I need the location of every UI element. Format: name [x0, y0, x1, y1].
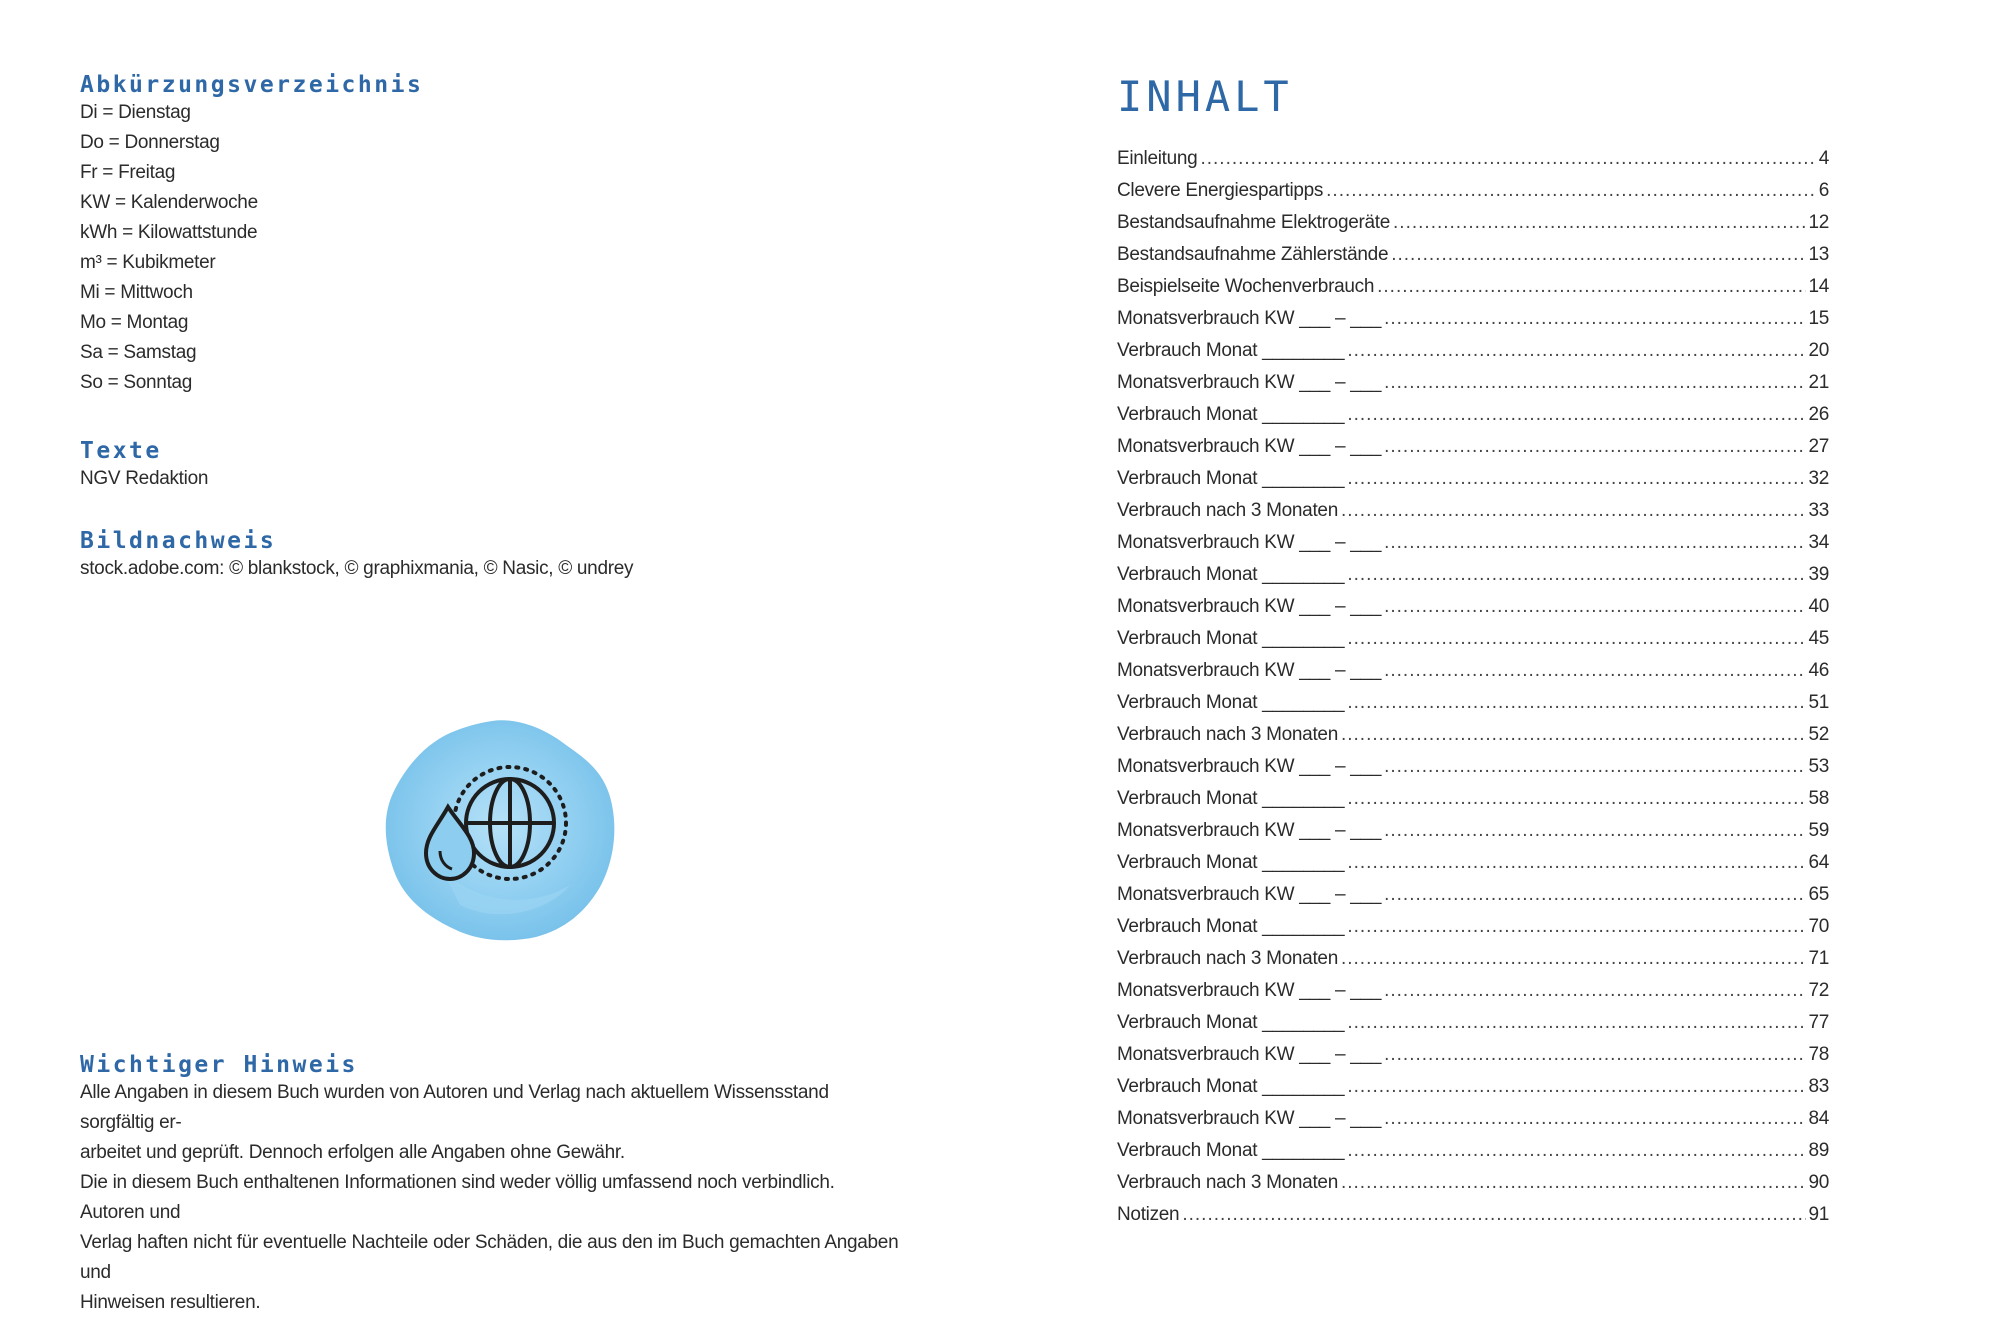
abbreviations-list	[80, 98, 900, 398]
toc-entry-page: 90	[1808, 1172, 1829, 1193]
toc-leader-dots	[1200, 148, 1816, 170]
toc-leader-dots	[1341, 724, 1806, 746]
toc-entry-page: 51	[1808, 692, 1829, 713]
toc-entry[interactable]	[1117, 1108, 1829, 1140]
toc-entry-page: 33	[1808, 500, 1829, 521]
bildnachweis-section	[80, 528, 900, 584]
toc-leader-dots	[1182, 1204, 1806, 1226]
toc-entry-page: 21	[1808, 372, 1829, 393]
toc-entry-label: Einleitung	[1117, 148, 1198, 169]
toc-entry-label: Verbrauch nach 3 Monaten	[1117, 724, 1338, 745]
toc-leader-dots	[1384, 660, 1806, 682]
toc-entry[interactable]	[1117, 980, 1829, 1012]
toc-entry[interactable]	[1117, 1076, 1829, 1108]
toc-entry-label: Beispielseite Wochenverbrauch	[1117, 276, 1375, 297]
toc-entry-label: Bestandsaufnahme Zählerstände	[1117, 244, 1389, 265]
toc-entry-label: Monatsverbrauch KW ___ – ___	[1117, 820, 1382, 841]
toc-entry[interactable]	[1117, 500, 1829, 532]
toc-entry[interactable]	[1117, 308, 1829, 340]
toc-title: INHALT	[1117, 72, 1293, 121]
toc-entry-page: 6	[1818, 180, 1829, 201]
toc-entry[interactable]	[1117, 212, 1829, 244]
toc-entry[interactable]	[1117, 628, 1829, 660]
toc-entry-label: Monatsverbrauch KW ___ – ___	[1117, 308, 1382, 329]
toc-leader-dots	[1347, 404, 1806, 426]
toc-leader-dots	[1384, 820, 1806, 842]
toc-entry-page: 72	[1808, 980, 1829, 1001]
toc-entry-label: Verbrauch nach 3 Monaten	[1117, 1172, 1338, 1193]
toc-leader-dots	[1326, 180, 1817, 202]
toc-leader-dots	[1384, 596, 1806, 618]
toc-entry-page: 14	[1808, 276, 1829, 297]
toc-entry-label: Monatsverbrauch KW ___ – ___	[1117, 436, 1382, 457]
hinweis-line: Alle Angaben in diesem Buch wurden von Autoren und Verlag nach aktuellem Wissensstand sorgfältig er-	[80, 1082, 829, 1133]
abbreviation-item: So = Sonntag	[80, 372, 193, 393]
toc-entry[interactable]	[1117, 532, 1829, 564]
toc-entry[interactable]	[1117, 660, 1829, 692]
toc-entry-label: Verbrauch Monat ________	[1117, 564, 1345, 585]
toc-leader-dots	[1384, 1108, 1806, 1130]
toc-entry-page: 4	[1818, 148, 1829, 169]
abbreviation-item: m³ = Kubikmeter	[80, 252, 216, 273]
toc-entry-label: Monatsverbrauch KW ___ – ___	[1117, 372, 1382, 393]
toc-entry-page: 13	[1808, 244, 1829, 265]
toc-entry-page: 89	[1808, 1140, 1829, 1161]
toc-entry-label: Monatsverbrauch KW ___ – ___	[1117, 532, 1382, 553]
toc-leader-dots	[1347, 1076, 1806, 1098]
toc-entry-page: 15	[1808, 308, 1829, 329]
toc-entry-page: 78	[1808, 1044, 1829, 1065]
toc-entry-label: Verbrauch Monat ________	[1117, 1140, 1345, 1161]
toc-entry[interactable]	[1117, 596, 1829, 628]
toc-leader-dots	[1384, 308, 1806, 330]
toc-leader-dots	[1347, 692, 1806, 714]
toc-entry-page: 84	[1808, 1108, 1829, 1129]
hinweis-heading: Wichtiger Hinweis	[80, 1052, 358, 1078]
toc-leader-dots	[1347, 788, 1806, 810]
toc-leader-dots	[1347, 628, 1806, 650]
toc-entry[interactable]	[1117, 244, 1829, 276]
hinweis-line: Verlag haften nicht für eventuelle Nachteile oder Schäden, die aus den im Buch gemachten Angaben und	[80, 1232, 899, 1283]
toc-leader-dots	[1391, 244, 1806, 266]
toc-leader-dots	[1384, 532, 1806, 554]
bildnachweis-value: stock.adobe.com: © blankstock, © graphixmania, © Nasic, © undrey	[80, 558, 634, 579]
toc-entry[interactable]	[1117, 948, 1829, 980]
abbreviation-item: Sa = Samstag	[80, 342, 197, 363]
toc-entry-label: Monatsverbrauch KW ___ – ___	[1117, 660, 1382, 681]
toc-leader-dots	[1341, 948, 1806, 970]
toc-entry[interactable]	[1117, 884, 1829, 916]
abbreviation-item: Do = Donnerstag	[80, 132, 220, 153]
toc-leader-dots	[1384, 1044, 1806, 1066]
toc-entry-label: Monatsverbrauch KW ___ – ___	[1117, 596, 1382, 617]
toc-entry[interactable]	[1117, 852, 1829, 884]
toc-entry-label: Verbrauch Monat ________	[1117, 340, 1345, 361]
toc-leader-dots	[1384, 436, 1806, 458]
toc-entry-page: 12	[1808, 212, 1829, 233]
toc-entry[interactable]	[1117, 916, 1829, 948]
toc-entry-label: Monatsverbrauch KW ___ – ___	[1117, 756, 1382, 777]
toc-entry[interactable]	[1117, 276, 1829, 308]
toc-leader-dots	[1341, 500, 1806, 522]
water-globe-icon	[380, 715, 620, 945]
toc-entry-label: Verbrauch Monat ________	[1117, 916, 1345, 937]
toc-leader-dots	[1347, 1012, 1806, 1034]
toc-entry-label: Verbrauch Monat ________	[1117, 1076, 1345, 1097]
toc-entry-page: 32	[1808, 468, 1829, 489]
toc-leader-dots	[1384, 980, 1806, 1002]
toc-entry[interactable]	[1117, 1140, 1829, 1172]
toc-entry[interactable]	[1117, 340, 1829, 372]
abbreviations-heading: Abkürzungsverzeichnis	[80, 72, 424, 98]
toc-leader-dots	[1341, 1172, 1806, 1194]
toc-entry-page: 83	[1808, 1076, 1829, 1097]
hinweis-line: Die in diesem Buch enthaltenen Informationen sind weder völlig umfassend noch verbindlich. Autoren und	[80, 1172, 835, 1223]
hinweis-line: Hinweisen resultieren.	[80, 1292, 261, 1313]
toc-leader-dots	[1347, 564, 1806, 586]
hinweis-line: arbeitet und geprüft. Dennoch erfolgen alle Angaben ohne Gewähr.	[80, 1142, 625, 1163]
toc-leader-dots	[1393, 212, 1806, 234]
left-page	[80, 72, 900, 579]
toc-entry-label: Monatsverbrauch KW ___ – ___	[1117, 980, 1382, 1001]
toc-entry-page: 45	[1808, 628, 1829, 649]
toc-entry-label: Bestandsaufnahme Elektrogeräte	[1117, 212, 1391, 233]
toc-entry[interactable]	[1117, 1012, 1829, 1044]
toc-entry-page: 46	[1808, 660, 1829, 681]
toc-entry-label: Verbrauch Monat ________	[1117, 468, 1345, 489]
toc-entry-label: Monatsverbrauch KW ___ – ___	[1117, 884, 1382, 905]
toc-leader-dots	[1347, 852, 1806, 874]
texte-heading: Texte	[80, 438, 162, 464]
toc-entry[interactable]	[1117, 820, 1829, 852]
toc-entry-page: 70	[1808, 916, 1829, 937]
abbreviation-item: kWh = Kilowattstunde	[80, 222, 258, 243]
toc-entry-label: Verbrauch Monat ________	[1117, 852, 1345, 873]
toc-entry-label: Verbrauch Monat ________	[1117, 692, 1345, 713]
toc-leader-dots	[1347, 916, 1806, 938]
toc-entry[interactable]	[1117, 148, 1829, 180]
toc-entry[interactable]	[1117, 180, 1829, 212]
toc-leader-dots	[1384, 756, 1806, 778]
toc-entry-page: 27	[1808, 436, 1829, 457]
toc-entry-page: 20	[1808, 340, 1829, 361]
toc-entry-page: 59	[1808, 820, 1829, 841]
bildnachweis-heading: Bildnachweis	[80, 528, 277, 554]
toc-entry-page: 71	[1808, 948, 1829, 969]
texte-value: NGV Redaktion	[80, 468, 209, 489]
toc-entry-label: Verbrauch Monat ________	[1117, 1012, 1345, 1033]
toc-entry-label: Verbrauch Monat ________	[1117, 404, 1345, 425]
toc-entry[interactable]	[1117, 1172, 1829, 1204]
toc-leader-dots	[1377, 276, 1806, 298]
hinweis-section	[80, 1052, 900, 1318]
abbreviation-item: Mo = Montag	[80, 312, 189, 333]
toc-entry[interactable]	[1117, 692, 1829, 724]
abbreviation-item: Di = Dienstag	[80, 102, 191, 123]
toc-entry-page: 26	[1808, 404, 1829, 425]
toc-leader-dots	[1347, 340, 1806, 362]
toc-entry[interactable]	[1117, 468, 1829, 500]
toc-entry[interactable]	[1117, 1044, 1829, 1076]
toc-leader-dots	[1384, 372, 1806, 394]
toc-entry[interactable]	[1117, 436, 1829, 468]
toc-entry[interactable]	[1117, 724, 1829, 756]
toc-entry-page: 39	[1808, 564, 1829, 585]
abbreviation-item: Mi = Mittwoch	[80, 282, 193, 303]
toc-entry-label: Verbrauch nach 3 Monaten	[1117, 948, 1338, 969]
toc-entry-page: 58	[1808, 788, 1829, 809]
texte-section	[80, 438, 208, 494]
toc-entry[interactable]	[1117, 564, 1829, 596]
toc-list	[1117, 148, 1829, 1236]
toc-entry-page: 77	[1808, 1012, 1829, 1033]
hinweis-text	[80, 1078, 900, 1318]
toc-entry[interactable]	[1117, 788, 1829, 820]
toc-entry[interactable]	[1117, 756, 1829, 788]
toc-entry[interactable]	[1117, 372, 1829, 404]
toc-entry-label: Monatsverbrauch KW ___ – ___	[1117, 1108, 1382, 1129]
toc-entry-label: Clevere Energiespartipps	[1117, 180, 1324, 201]
toc-leader-dots	[1384, 884, 1806, 906]
toc-entry-label: Notizen	[1117, 1204, 1180, 1225]
toc-leader-dots	[1347, 1140, 1806, 1162]
toc-entry-page: 65	[1808, 884, 1829, 905]
toc-entry-page: 34	[1808, 532, 1829, 553]
toc-entry-label: Verbrauch nach 3 Monaten	[1117, 500, 1338, 521]
toc-entry-page: 91	[1808, 1204, 1829, 1225]
right-page	[1117, 72, 1829, 1225]
toc-leader-dots	[1347, 468, 1806, 490]
toc-entry-page: 53	[1808, 756, 1829, 777]
toc-entry[interactable]	[1117, 404, 1829, 436]
abbreviation-item: Fr = Freitag	[80, 162, 176, 183]
toc-entry-label: Verbrauch Monat ________	[1117, 788, 1345, 809]
toc-entry-page: 64	[1808, 852, 1829, 873]
toc-entry-label: Monatsverbrauch KW ___ – ___	[1117, 1044, 1382, 1065]
toc-entry-page: 40	[1808, 596, 1829, 617]
abbreviation-item: KW = Kalenderwoche	[80, 192, 258, 213]
toc-entry-label: Verbrauch Monat ________	[1117, 628, 1345, 649]
toc-entry[interactable]	[1117, 1204, 1829, 1236]
toc-entry-page: 52	[1808, 724, 1829, 745]
